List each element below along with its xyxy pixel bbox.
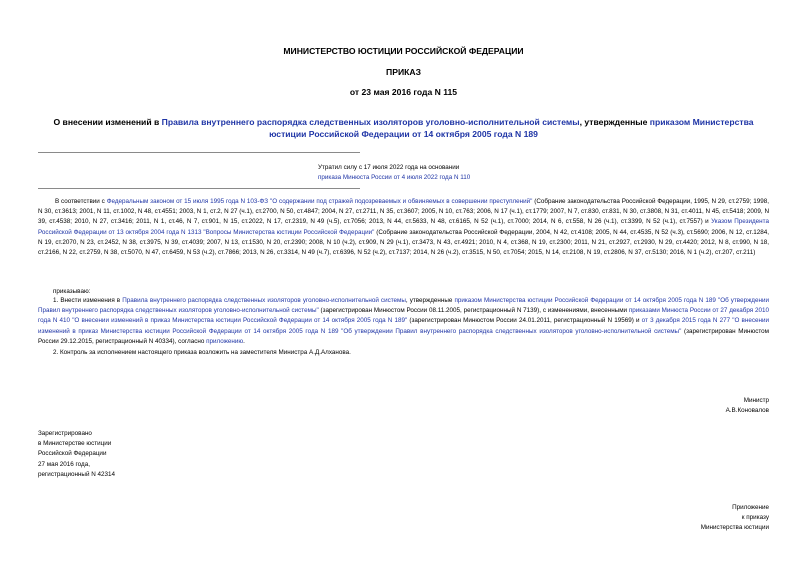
- rules-link[interactable]: Правила внутреннего распорядка следственных изоляторов уголовно-исполнительной системы: [122, 297, 406, 304]
- intro-text: В соответствии с: [55, 198, 107, 205]
- appendix-link[interactable]: приложению: [206, 337, 244, 345]
- order-277-link[interactable]: от 3 декабря 2015 года N 277 "О внесении изменений в приказ Министерства юстиции Российской Федерации от 14 октября 2005 года N 189 "Об утверждении Правил внутреннего распорядка следственных изоляторов уголовно-исполнительной системы": [38, 317, 770, 335]
- intro-text: (Собрание законодательства Российской Федерации, 2004, N 42, ст.4108; 2005, N 44, ст.4535, N 52 (ч.3), ст.5690; 2006, N 12, ст.1284, N 19, ст.2070, N 23, ст.2452, N 38, ст.3975, N 39, ст.4039; 2007, N 13, ст.1530, N 20, ст.2390; 2008, N 10 (ч.2), ст.909, N 29 (ч.1), ст.3473, N 43, ст.4921; 2010, N 4, ст.368, N 19, ст.2300; 2011, N 21, ст.2927, ст.2930, N 29, ст.4420; 2012, N 8, ст.990, N 18, ст.2166, N 22, ст.2759, N 38, ст.5070, N 47, ст.6459, N 53 (ч.2), ст.7866; 2013, N 26, ст.3314, N 49 (ч.7), ст.6396, N 52 (ч.2), ст.7137; 2014, N 26 (ч.2), ст.3515, N 50, ст.7054; 2015, N 14, ст.2108, N 19, ст.2806, N 37, ст.5130; 2016, N 1 (ч.2), ст.207, ст.211): [38, 228, 769, 257]
- decree-word: приказываю:: [53, 288, 91, 295]
- appendix-line: Министерства юстиции: [700, 524, 769, 532]
- title-rules-link[interactable]: Правила внутреннего распорядка следственных изоляторов уголовно-исполнительной системы: [161, 117, 580, 127]
- appendix-line: Приложение: [732, 504, 769, 511]
- signature-block: [726, 396, 769, 416]
- doc-type-heading: ПРИКАЗ: [386, 67, 421, 77]
- appendix-block: [701, 503, 769, 534]
- lost-force-text: Утратил силу с 17 июля 2022 года на основании: [318, 164, 460, 171]
- title-order-link[interactable]: приказом Министерства юстиции Российской Федерации от 14 октября 2005 года N 189: [269, 117, 754, 139]
- registration-line: 27 мая 2016 года,: [38, 460, 90, 468]
- federal-law-link[interactable]: Федеральным законом от 15 июля 1995 года N 103-ФЗ "О содержании под стражей подозреваемых и обвиняемых в совершении преступлений": [106, 198, 533, 205]
- item-2-paragraph: 2. Контроль за исполнением настоящего приказа возложить на заместителя Министра А.Д.Алханова.: [53, 349, 351, 356]
- order-189-link[interactable]: приказом Министерства юстиции Российской Федерации от 14 октября 2005 года N 189 "Об утверждении Правил внутреннего распорядка следственных изоляторов уголовно-исполнительной системы": [38, 297, 769, 315]
- divider: [38, 152, 360, 153]
- item-text: (зарегистрирован Минюстом России 24.01.2011, регистрационный N 19569) и: [407, 317, 642, 325]
- registration-line: Российской Федерации: [38, 450, 107, 458]
- intro-paragraph: [38, 197, 769, 258]
- title-text: О внесении изменений в: [53, 117, 162, 127]
- item-1-paragraph: [38, 296, 769, 347]
- item-text: (зарегистрирован Минюстом России 08.11.2005, регистрационный N 7139), с изменениями, внесенными: [318, 307, 629, 315]
- item-text: (зарегистрирован Минюстом России 29.12.2015, регистрационный N 40334), согласно: [38, 327, 770, 345]
- presidential-decree-link[interactable]: Указом Президента Российской Федерации от 13 октября 2004 года N 1313 "Вопросы Министерства юстиции Российской Федерации": [38, 218, 769, 236]
- title-text: , утвержденные: [579, 117, 650, 127]
- registration-line: Зарегистрировано: [38, 430, 92, 437]
- registration-line: в Министерстве юстиции: [38, 440, 112, 448]
- item-text: 1. Внести изменения в: [53, 297, 123, 304]
- appendix-line: к приказу: [741, 514, 769, 522]
- date-number-heading: от 23 мая 2016 года N 115: [349, 87, 458, 97]
- registration-line: регистрационный N 42314: [38, 470, 116, 478]
- signature-name: А.В.Коновалов: [725, 407, 769, 415]
- lost-force-link[interactable]: приказа Минюста России от 4 июля 2022 года N 110: [318, 174, 471, 181]
- divider: [38, 188, 360, 189]
- signature-position: Министр: [743, 397, 769, 404]
- intro-text: (Собрание законодательства Российской Федерации, 1995, N 29, ст.2759; 1998, N 30, ст.3613; 2001, N 11, ст.1002, N 48, ст.4551; 2003, N 1, ст.2, N 27 (ч.1), ст.2700, N 50, ст.4847; 2004, N 27, ст.2711, N 35, ст.3607; 2005, N 10, ст.763; 2006, N 17 (ч.1), ст.1779; 2007, N 7, ст.830, ст.831, N 30, ст.3808, N 31, ст.4011, N 45, ст.5418; 2009, N 39, ст.4538; 2010, N 27, ст.3416; 2011, N 1, ст.46, N 7, ст.901, N 15, ст.2022, N 17, ст.2319, N 49 (ч.5), ст.7056; 2013, N 44, ст.5633, N 48, ст.6165, N 52 (ч.1), ст.7000; 2014, N 6, ст.558, N 26 (ч.1), ст.3399, N 52 (ч.1), ст.7557) и: [38, 198, 769, 226]
- registration-block: [38, 429, 115, 480]
- ministry-heading: МИНИСТЕРСТВО ЮСТИЦИИ РОССИЙСКОЙ ФЕДЕРАЦИИ: [283, 46, 524, 56]
- order-410-link[interactable]: приказами Минюста России от 27 декабря 2010 года N 410 "О внесении изменений в приказ Министерства юстиции Российской Федерации от 14 октября 2005 года N 189": [38, 307, 770, 325]
- item-text: , утвержденные: [405, 297, 455, 304]
- document-title: [38, 116, 769, 140]
- lost-force-note: [318, 163, 470, 183]
- item-text: .: [243, 337, 245, 345]
